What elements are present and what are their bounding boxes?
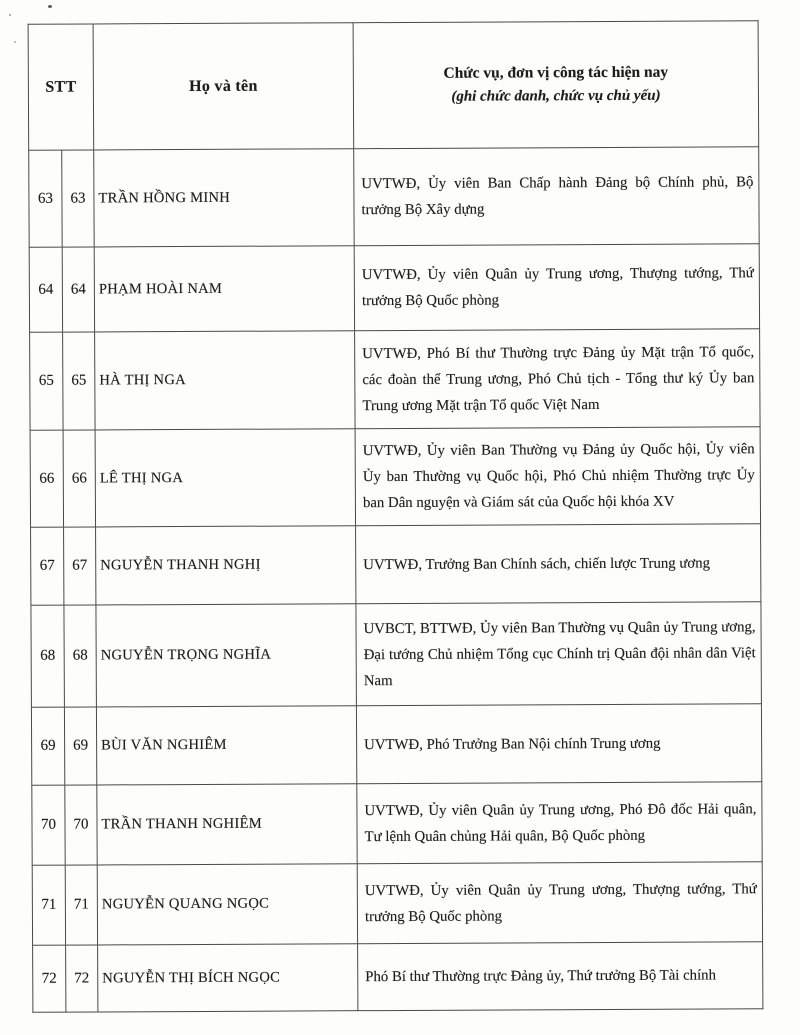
table-row [31, 704, 761, 786]
row-number-secondary: 72 [66, 945, 98, 1012]
person-name: TRẦN THANH NGHIÊM [97, 784, 357, 865]
person-position: UVTWĐ, Phó Trưởng Ban Nội chính Trung ương [356, 704, 761, 784]
person-position: UVBCT, BTTWĐ, Ủy viên Ban Thường vụ Quân ủy Trung ương, Đại tướng Chủ nhiệm Tổng cục Chính trị Quân đội nhân dân Việt Nam [356, 602, 761, 706]
row-number-primary: 67 [31, 527, 64, 605]
row-number-primary: 71 [32, 865, 65, 945]
table-row [32, 782, 762, 866]
header-cell-position [353, 21, 759, 149]
person-name: BÙI VĂN NGHIÊM [96, 706, 356, 785]
person-position: Phó Bí thư Thường trực Đảng ủy, Thứ trưởng Bộ Tài chính [358, 942, 763, 1011]
person-position: UVTWĐ, Ủy viên Ban Thường vụ Đảng ủy Quốc hội, Ủy viên Ủy ban Thường vụ Quốc hội, Phó Chủ nhiệm Thường trực Ủy ban Dân nguyện và Giám sát của Quốc hội khóa XV [355, 427, 760, 526]
header-cell-stt: STT [28, 24, 94, 150]
header-position-title: Chức vụ, đơn vị công tác hiện nay [443, 63, 669, 82]
row-number-secondary: 65 [63, 332, 95, 430]
person-position: UVTWĐ, Trưởng Ban Chính sách, chiến lược Trung ương [356, 524, 761, 604]
table-row [29, 147, 759, 248]
header-position-subtitle: (ghi chức danh, chức vụ chủ yếu) [451, 87, 661, 105]
row-number-primary: 70 [32, 785, 65, 865]
person-name: NGUYỄN TRỌNG NGHĨA [96, 604, 356, 707]
row-number-secondary: 63 [62, 150, 94, 247]
scan-speck [14, 41, 16, 43]
row-number-secondary: 68 [64, 605, 96, 707]
row-number-primary: 65 [30, 332, 63, 430]
table-row [31, 602, 761, 708]
table-body [29, 147, 763, 1013]
scan-speck [48, 5, 52, 8]
table-row [30, 329, 760, 431]
row-number-secondary: 66 [63, 430, 95, 527]
table-row [29, 244, 759, 333]
person-name: LÊ THỊ NGA [95, 429, 355, 527]
person-name: PHẠM HOÀI NAM [94, 246, 354, 332]
officials-table [28, 20, 764, 1013]
person-position: UVTWĐ, Ủy viên Quân ủy Trung ương, Thượng tướng, Thứ trưởng Bộ Quốc phòng [354, 244, 759, 331]
row-number-secondary: 64 [62, 247, 94, 332]
row-number-secondary: 69 [64, 707, 96, 785]
row-number-secondary: 71 [65, 865, 97, 945]
row-number-primary: 72 [33, 945, 66, 1012]
person-position: UVTWĐ, Phó Bí thư Thường trực Đảng ủy Mặt trận Tổ quốc, các đoàn thể Trung ương, Phó Chủ tịch - Tổng thư ký Ủy ban Trung ương Mặt trận Tổ quốc Việt Nam [355, 329, 760, 429]
row-number-secondary: 70 [65, 785, 97, 865]
person-position: UVTWĐ, Ủy viên Ban Chấp hành Đảng bộ Chính phủ, Bộ trưởng Bộ Xây dựng [354, 147, 759, 246]
person-position: UVTWĐ, Ủy viên Quân ủy Trung ương, Phó Đô đốc Hải quân, Tư lệnh Quân chủng Hải quân, Bộ Quốc phòng [357, 782, 762, 864]
row-number-secondary: 67 [64, 527, 96, 605]
person-name: NGUYỄN THỊ BÍCH NGỌC [98, 944, 358, 1012]
row-number-primary: 66 [30, 430, 63, 527]
person-name: TRẦN HỒNG MINH [94, 149, 354, 247]
row-number-primary: 68 [31, 605, 64, 707]
table-header [28, 21, 759, 151]
table-header-row [28, 21, 759, 151]
table-row [30, 427, 760, 528]
table-row [31, 524, 761, 606]
scan-speck [9, 14, 11, 16]
row-number-primary: 69 [31, 707, 64, 785]
person-name: HÀ THỊ NGA [95, 331, 355, 430]
header-cell-name: Họ và tên [93, 23, 354, 150]
person-name: NGUYỄN THANH NGHỊ [96, 526, 356, 605]
person-position: UVTWĐ, Ủy viên Quân ủy Trung ương, Thượng tướng, Thứ trưởng Bộ Quốc phòng [357, 862, 762, 944]
person-name: NGUYỄN QUANG NGỌC [97, 864, 357, 945]
row-number-primary: 63 [29, 150, 62, 247]
row-number-primary: 64 [29, 247, 62, 332]
table-row [33, 942, 763, 1013]
table-row [32, 862, 762, 946]
